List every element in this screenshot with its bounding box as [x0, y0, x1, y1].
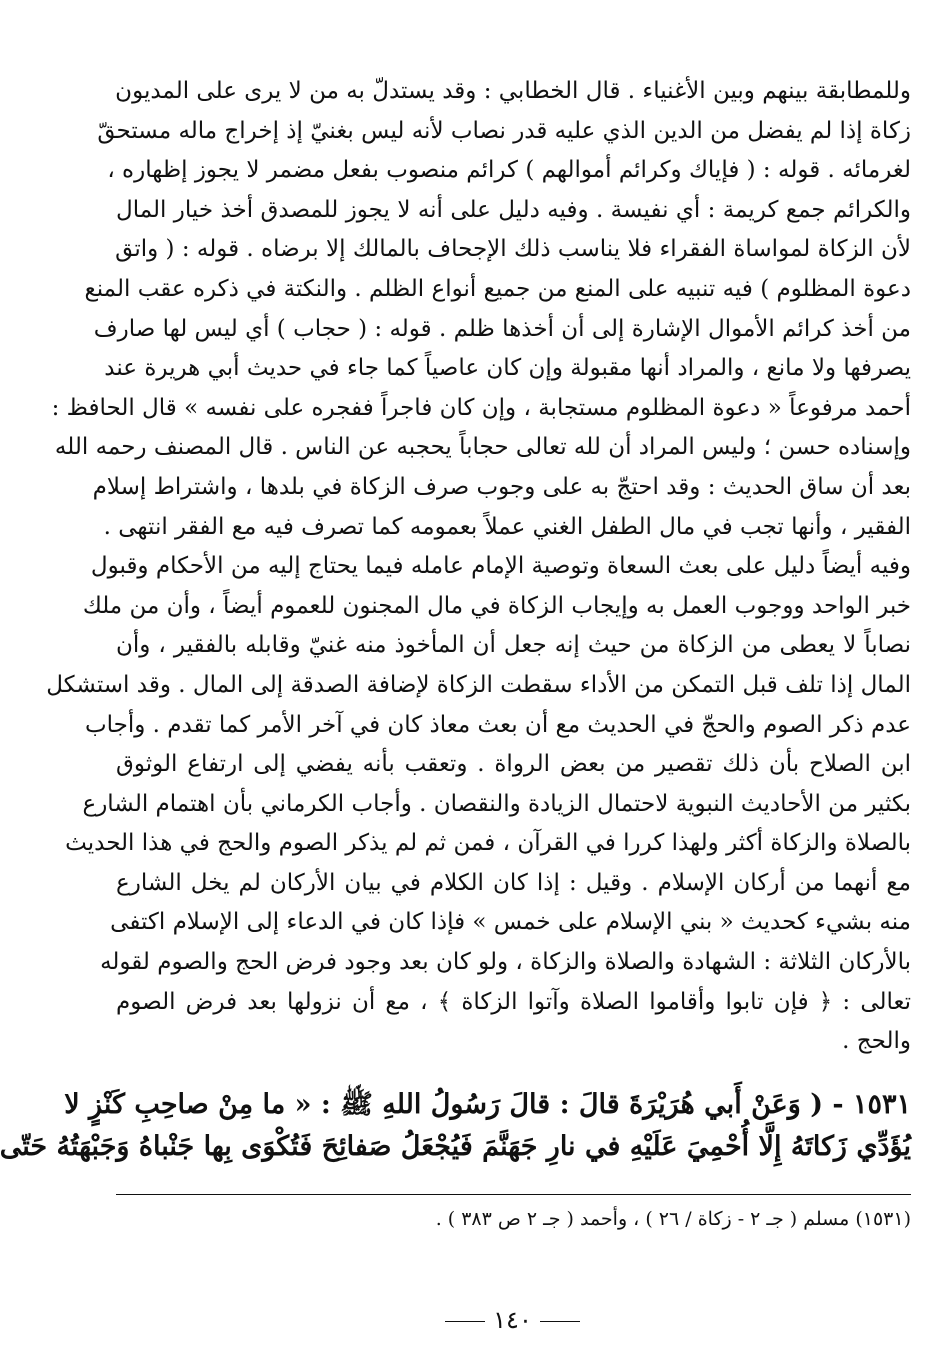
commentary-line: وللمطابقة بينهم وبين الأغنياء . قال الخطابي : وقد يستدلّ به من لا يرى على المديون — [115, 78, 911, 104]
hadith-text — [0, 1084, 911, 1168]
commentary-line: يصرفها ولا مانع ، والمراد أنها مقبولة وإن كان عاصياً كما جاء في حديث أبي هريرة عند — [104, 355, 911, 382]
commentary-line: مع أنهما من أركان الإسلام . وقيل : إذا كان الكلام في بيان الأركان لم يخل الشارع — [116, 869, 911, 896]
page-number-area — [76, 1306, 949, 1334]
commentary-line: والحج . — [842, 1028, 911, 1055]
commentary-line: أحمد مرفوعاً « دعوة المظلوم مستجابة ، وإن كان فاجراً ففجره على نفسه » قال الحافظ : — [51, 394, 911, 421]
commentary-line: لأن الزكاة لمواساة الفقراء فلا يناسب ذلك الإجحاف بالمالك إلا برضاه . قوله : ( واتق — [115, 236, 911, 263]
commentary-line: الفقير ، وأنها تجب في مال الطفل الغني عملاً بعمومه كما تصرف فيه مع الفقر انتهى . — [103, 513, 911, 540]
commentary-line: عدم ذكر الصوم والحجّ في الحديث مع أن بعث معاذ كان في آخر الأمر كما تقدم . وأجاب — [84, 711, 911, 738]
commentary-line: بالصلاة والزكاة أكثر ولهذا كررا في القرآن ، فمن ثم لم يذكر الصوم والحج في هذا الحديث — [65, 830, 911, 857]
commentary-line: من أخذ كرائم الأموال الإشارة إلى أن أخذها ظلم . قوله : ( حجاب ) أي ليس لها صارف — [93, 315, 911, 342]
commentary-line: بالأركان الثلاثة : الشهادة والصلاة والزكاة ، ولو كان بعد وجود فرض الحج والصوم لقوله — [100, 949, 911, 976]
page-content — [0, 72, 911, 1233]
commentary-line: منه بشيء كحديث « بني الإسلام على خمس » فإذا كان في الدعاء إلى الإسلام اكتفى — [110, 909, 911, 936]
page-number: ١٤٠ — [493, 1306, 532, 1334]
footnote: (١٥٣١) مسلم ( جـ ٢ - زكاة / ٢٦ ) ، وأحمد ( جـ ٢ ص ٣٨٣ ) . — [435, 1207, 911, 1230]
hadith-line: يُؤَدِّي زَكاتَهُ إِلَّا أُحْمِيَ عَلَيْهِ في نارِ جَهَنَّمَ فَيُجْعَلُ صَفائِحَ فَتُكْوَى بِها جَنْباهُ وَجَبْهَتُهُ حَتّى — [0, 1130, 911, 1162]
commentary-line: نصاباً لا يعطى من الزكاة من حيث إنه جعل أن المأخوذ منه غنيّ وقابله بالفقير ، وأن — [116, 632, 911, 659]
commentary-line: والكرائم جمع كريمة : أي نفيسة . وفيه دليل على أنه لا يجوز للمصدق أخذ خيار المال — [116, 196, 911, 223]
commentary-line: خبر الواحد ووجوب العمل به وإيجاب الزكاة في مال المجنون للعموم أيضاً ، وأن من ملك — [82, 592, 911, 619]
commentary-line: وفيه أيضاً دليل على بعث السعاة وتوصية الإمام عامله فيما يحتاج إليه من الأحكام وقبول — [90, 553, 911, 580]
commentary-line: ابن الصلاح بأن ذلك تقصير من بعض الرواة . وتعقب بأنه يفضي إلى ارتفاع الوثوق — [116, 751, 911, 778]
commentary-text — [46, 72, 911, 1062]
commentary-line: بكثير من الأحاديث النبوية لاحتمال الزيادة والنقصان . وأجاب الكرماني بأن اهتمام الشارع — [82, 790, 911, 817]
commentary-line: المال إذا تلف قبل التمكن من الأداء سقطت الزكاة لإضافة الصدقة إلى المال . وقد استشكل — [46, 671, 911, 698]
commentary-line: بعد أن ساق الحديث : وقد احتجّ به على وجوب صرف الزكاة في بلدها ، واشتراط إسلام — [92, 473, 911, 500]
commentary-line: زكاة إذا لم يفضل من الدين الذي عليه قدر نصاب لأنه ليس بغنيّ إذ إخراج ماله مستحقّ — [97, 117, 911, 144]
page-number-dash — [445, 1321, 485, 1322]
commentary-line: لغرمائه . قوله : ( فإياك وكرائم أموالهم ) كرائم منصوب بفعل مضمر لا يجوز إظهاره ، — [107, 157, 911, 184]
hadith-line: ١٥٣١ - ( وَعَنْ أَبي هُرَيْرَةَ قالَ : قالَ رَسُولُ اللهِ ﷺ : « ما مِنْ صاحِبِ كَنْزٍ لا — [64, 1088, 911, 1120]
commentary-line: دعوة المظلوم ) فيه تنبيه على المنع من جميع أنواع الظلم . والنكتة في ذكره عقب المنع — [84, 275, 911, 302]
page-number-dash — [540, 1321, 580, 1322]
commentary-line: تعالى : ﴿ فإن تابوا وأقاموا الصلاة وآتوا الزكاة ﴾ ، مع أن نزولها بعد فرض الصوم — [116, 988, 911, 1015]
footnote-divider — [116, 1194, 911, 1195]
commentary-line: وإسناده حسن ؛ وليس المراد أن لله تعالى حجاباً يحجبه عن الناس . قال المصنف رحمه الله — [54, 434, 911, 461]
